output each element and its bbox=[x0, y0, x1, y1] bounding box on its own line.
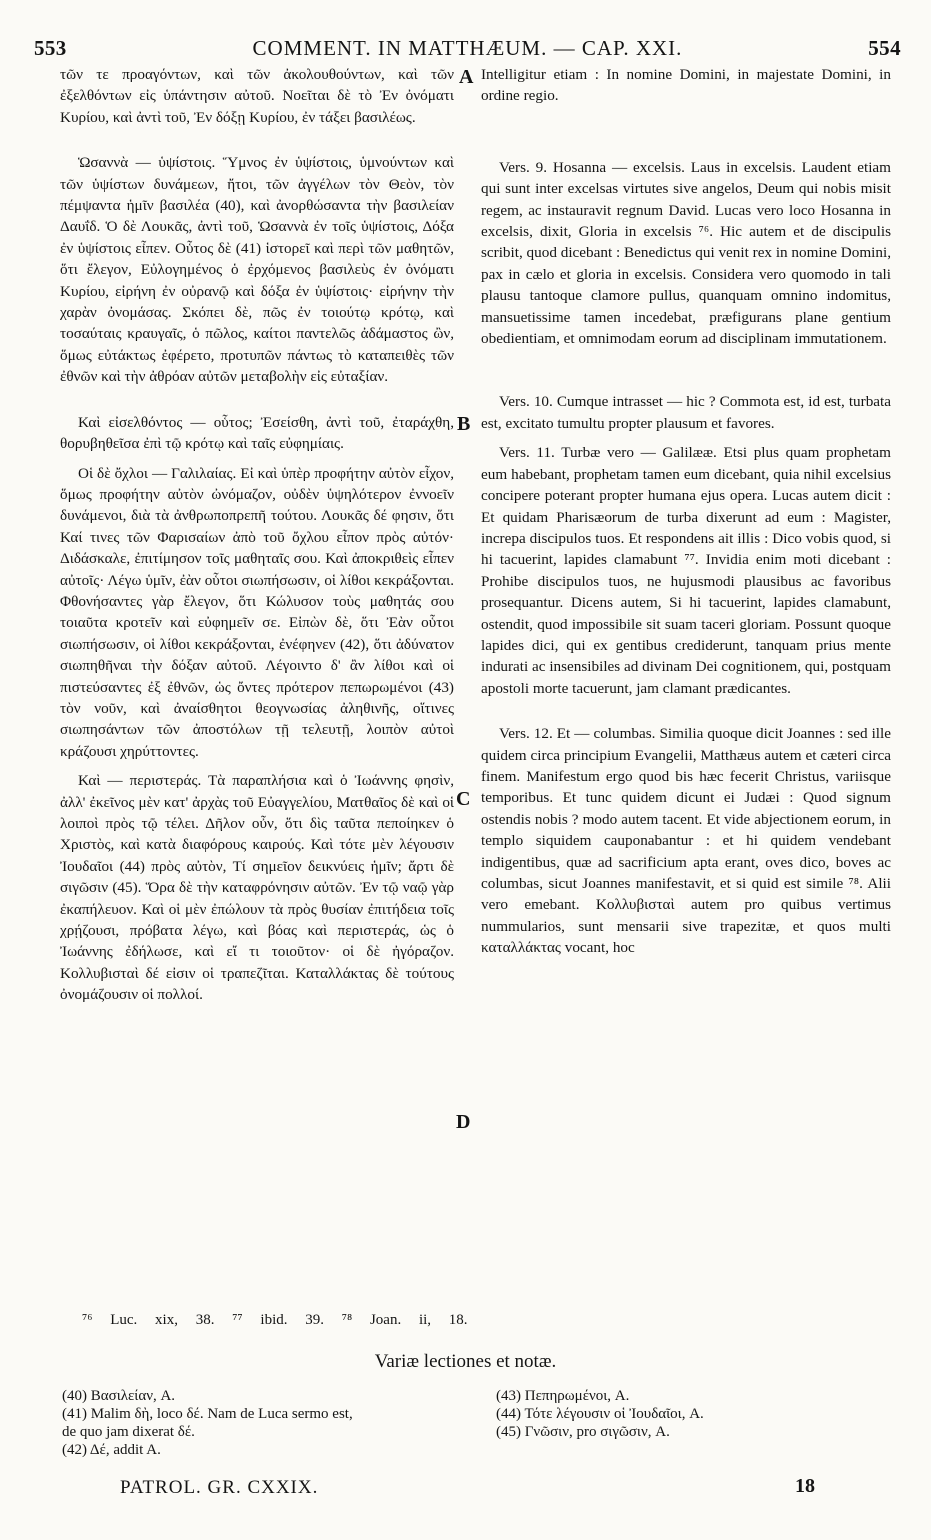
signature-number: 18 bbox=[795, 1475, 815, 1497]
note-line: (43) Πεπηρωμένοι, A. bbox=[496, 1388, 630, 1404]
footnote: ⁷⁷ ibid. 39. bbox=[232, 1312, 324, 1328]
greek-paragraph: Καὶ εἰσελθόντος — οὗτος; Ἐσείσθη, ἀντὶ τοῦ, ἐταράχθη, θορυβηθεῖσα ἐπὶ τῷ κρότῳ καὶ ταῖς εὐφημίαις. bbox=[60, 413, 454, 453]
greek-column bbox=[60, 64, 454, 1006]
note-line: (44) Τότε λέγουσιν οἱ Ἰουδαῖοι, A. bbox=[496, 1406, 704, 1422]
note-line: (42) Δέ, addit A. bbox=[62, 1442, 161, 1458]
footnote: ⁷⁸ Joan. ii, 18. bbox=[341, 1312, 468, 1328]
notes-right bbox=[496, 1387, 876, 1441]
latin-paragraph: Vers. 12. Et — columbas. Similia quoque dicit Joannes : sed ille quidem circa principium Evangelii, Matthæus autem et cæteri circa finem. Manifestum ergo quod bis hæc fecerit Christus, variisque temporibus. Et tunc quidem dicunt ei Judæi : Quod signum ostendis nobis ? modo autem tacent. Et vide abjectionem eorum, in templo siquidem cauponabantur : et hi quidem vendebant indigentibus, quæ ad sacrificium apta erant, oves dico, boves ac columbas, sicut Joannes manifestavit, et si quid est simile ⁷⁸. Alii vero emebant. Κολλυβισταὶ autem pro quibus vertimus nummularios, sunt mensarii sive trapezitæ, et quos multi καταλλάκτας vocant, hoc bbox=[481, 725, 891, 957]
note-line: (45) Γνῶσιν, pro σιγῶσιν, A. bbox=[496, 1424, 670, 1440]
note-line: (41) Malim δὴ, loco δέ. Nam de Luca sermo est, bbox=[62, 1406, 353, 1422]
latin-paragraph: Vers. 9. Hosanna — excelsis. Laus in excelsis. Laudent etiam qui sunt inter excelsas virtutes sive angelos, Deum qui nobis misit regem, ac instauravit regnum David. Lucas vero loco Hosanna in excelsis, dixit, Gloria in excelsis ⁷⁶. Hic autem et de discipulis scribit, quod dicebant : Benedictus qui venit rex in nomine Domini, pax in cælo et gloria in excelsis. Considera vero quomodo in tali plausu tantoque clamore pullus, quanquam omnino indomitus, mansuetissime tamen incedebat, præfigurans plane gentium obedientiam, et omnimodam eorum ad disciplinam immutationem. bbox=[481, 158, 891, 348]
note-line: de quo jam dixerat δέ. bbox=[62, 1424, 195, 1440]
latin-paragraph: Intelligitur etiam : In nomine Domini, in majestate Domini, in ordine regio. bbox=[481, 66, 891, 105]
patrol-reference: PATROL. GR. CXXIX. bbox=[120, 1477, 319, 1498]
running-title: COMMENT. IN MATTHÆUM. — CAP. XXI. bbox=[252, 36, 683, 60]
footnotes bbox=[82, 1312, 468, 1329]
greek-paragraph: τῶν τε προαγόντων, καὶ τῶν ἀκολουθούντων, καὶ τῶν ἐξελθόντων εἰς ὑπάντησιν αὐτοῦ. Νοεῖται δὲ τὸ Ἐν ὀνόματι Κυρίου, καὶ ἀντὶ τοῦ, Ἐν δόξῃ Κυρίου, ἐν τάξει βασιλέως. bbox=[60, 66, 454, 126]
note-line: (40) Βασιλείαν, A. bbox=[62, 1388, 176, 1404]
greek-paragraph: Ὡσαννὰ — ὑψίστοις. Ὕμνος ἐν ὑψίστοις, ὑμνούντων καὶ τῶν ὑψίστων δυνάμεων, ἤτοι, τῶν ἀγγέλων τὸν Θεὸν, τὸν πέμψαντα ἡμῖν βασιλέα (40), καὶ ἀνορθώσαντα τὴν βασιλείαν Δαυΐδ. Ὁ δὲ Λουκᾶς, ἀντὶ τοῦ, Ὡσαννὰ ἐν τοῖς ὑψίστοις, Δόξα ἐν ὑψίστοις εἶπεν. Οὗτος δὲ (41) ἱστορεῖ καὶ περὶ τῶν μαθητῶν, ὅτι ἔλεγον, Εὐλογημένος ὁ ἐρχόμενος βασιλεὺς ἐν ὀνόματι Κυρίου, εἰρήνη ἐν οὐρανῷ καὶ δόξα ἐν ὑψίστοις· εἰρήνην τὴν χαρὰν ὀνομάσας. Σκόπει δὲ, πῶς ἐν τοιούτῳ κρότῳ, καὶ τοσαύταις κραυγαῖς, ὁ πῶλος, καίτοι παντελῶς ἀδάμαστος ὢν, ὅμως εὐτάκτως ἐφέρετο, προτυπῶν πάντως τὸ καταπειθὲς τῶν ἐθνῶν καὶ τὴν ἀθρόαν αὐτῶν μεταβολὴν εἰς εὐταξίαν. bbox=[60, 154, 454, 386]
margin-letter-a: A bbox=[459, 66, 474, 88]
margin-letter-c: C bbox=[456, 788, 471, 810]
latin-paragraph: Vers. 10. Cumque intrasset — hic ? Commota est, id est, turbata est, excitato tumultu propter plausum et favores. bbox=[481, 393, 891, 432]
greek-paragraph: Καὶ — περιστεράς. Τὰ παραπλήσια καὶ ὁ Ἰωάννης φησὶν, ἀλλ' ἐκεῖνος μὲν κατ' ἀρχὰς τοῦ Εὐαγγελίου, Ματθαῖος δὲ καὶ οἱ λοιποὶ πρὸς τῷ τέλει. Δῆλον οὖν, ὅτι δὶς ταῦτα πεποίηκεν ὁ Χριστὸς, καὶ κατὰ διαφόρους καιρούς. Καὶ τότε μὲν λέγουσιν Ἰουδαῖοι (44) πρὸς αὐτὸν, Τί σημεῖον δεικνύεις ἡμῖν; ἄρτι δὲ σιγῶσιν (45). Ὅρα δὲ τὴν καταφρόνησιν αὐτῶν. Ἐν τῷ ναῷ γὰρ ἐκαπήλευον. Καὶ οἱ μὲν ἐπώλουν τὰ πρὸς θυσίαν ἐπιτήδεια τοῖς χρῄζουσι, πρόβατα λέγω, καὶ βόας καὶ περιστεράς, ὡς ὁ Ἰωάννης ἐδήλωσε, καὶ εἴ τι τοιοῦτον· οἱ δὲ ἠγόραζον. Κολλυβισταὶ δέ εἰσιν οἱ τραπεζῖται. Καταλλάκτας δὲ τούτους ὀνομάζουσιν οἱ πολλοί. bbox=[60, 772, 454, 1004]
margin-letter-d: D bbox=[456, 1111, 471, 1133]
variae-heading: Variæ lectiones et notæ. bbox=[374, 1351, 557, 1372]
page-number-left: 553 bbox=[34, 36, 67, 60]
page-number-right: 554 bbox=[868, 36, 901, 60]
greek-paragraph: Οἱ δὲ ὄχλοι — Γαλιλαίας. Εἰ καὶ ὑπὲρ προφήτην αὐτὸν εἶχον, ὅμως προφήτην αὐτὸν ὠνόμαζον, οὐδὲν ὑψηλότερον ἐννοεῖν δυνάμενοι, διὰ τὰ ἀνθρωποπρεπῆ τούτου. Λουκᾶς δέ φησιν, ὅτι Καί τινες τῶν Φαρισαίων ἀπὸ τοῦ ὄχλου εἶπον πρὸς αὐτόν· Διδάσκαλε, ἐπιτίμησον τοῖς μαθηταῖς σου. Καὶ ἀποκριθεὶς εἶπεν αὐτοῖς· Λέγω ὑμῖν, ἐὰν οὗτοι σιωπήσωσιν, οἱ λίθοι κεκράξονται. Φθονήσαντες γὰρ ἔλεγον, ὅτι Κώλυσον τοὺς μαθητάς σου τοιαῦτα κροτεῖν καὶ εὐφημεῖν σε. Εἰπὼν δὲ, ὅτι Ἐὰν οὗτοι σιωπήσωσιν, οἱ λίθοι κεκράξονται, ἐνέφηνεν (42), ὅτι ἀδύνατον σιωπηθῆναι τὴν δόξαν αὐτοῦ. Λέγοιντο δ' ἂν λίθοι καὶ οἱ πιστεύσαντες ἐξ ἐθνῶν, ὡς ὄντες πρότερον πεπωρωμένοι (43) τὸν νοῦν, καὶ ἀναίσθητοι θεογνωσίας ἀληθινῆς, οἵτινες σιωπησάντων τῶν ἀποστόλων τῇ τελευτῇ, λοιπὸν αὐτοὶ κράζουσι χηρύττοντες. bbox=[60, 464, 454, 760]
latin-paragraph: Vers. 11. Turbæ vero — Galilææ. Etsi plus quam prophetam eum habebant, prophetam tamen eum dicebant, quia nihil excelsius concipere poterant propter humana ejus opera. Lucas autem dicit : Et quidam Pharisæorum de turba dixerunt ad eum : Magister, increpa discipulos tuos. Et respondens ait illis : Dico vobis quod, si hi tacuerint, lapides clamabunt ⁷⁷. Invidia enim moti dicebant : Prohibe discipulos tuos, ne hujusmodi plausibus ac favoribus prosequantur. Dicens autem, Si hi tacuerint, lapides clamabunt, ostendit, quod impossibile sit suam taceri gloriam. Possunt quoque lapides dici, qui ex gentibus crediderunt, tanquam prius mente indurati ac insensibiles ad divinam Dei cognitionem, qui, postquam apostoli morte tacuerunt, jam clamant prædicantes. bbox=[481, 444, 891, 697]
running-header bbox=[34, 36, 901, 66]
footnote: ⁷⁶ Luc. xix, 38. bbox=[82, 1312, 215, 1328]
notes-left bbox=[62, 1387, 462, 1459]
margin-letter-b: B bbox=[457, 413, 471, 435]
latin-column bbox=[481, 64, 891, 959]
